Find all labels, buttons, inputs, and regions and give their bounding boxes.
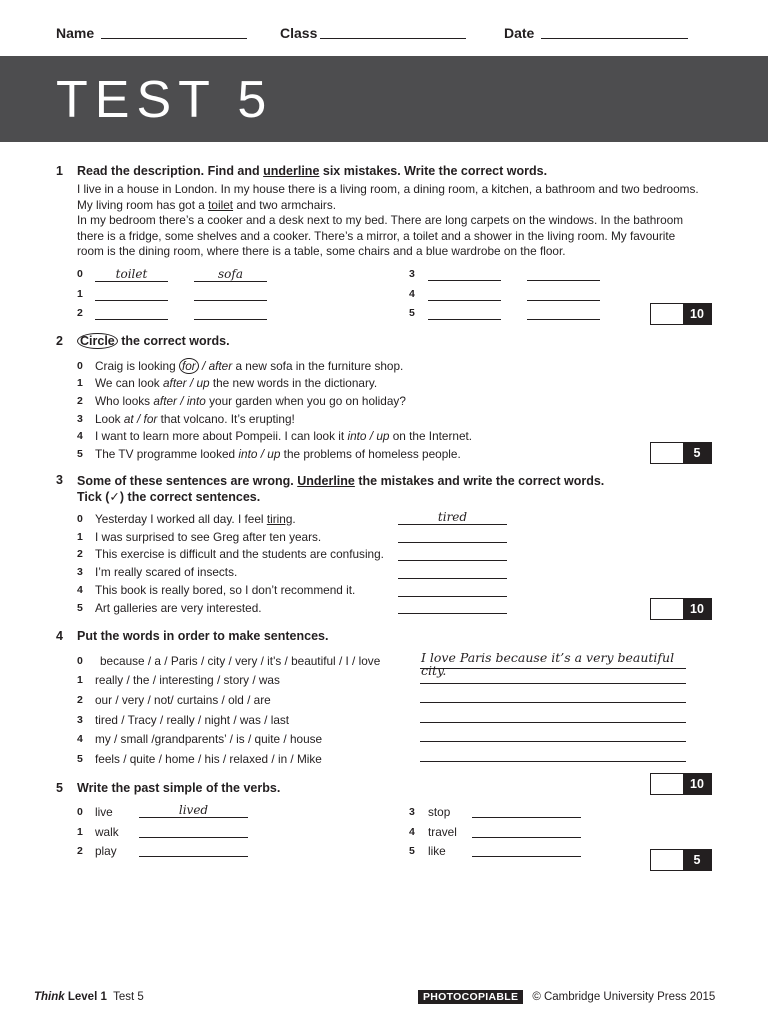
score-total: 5: [683, 443, 711, 463]
list-item: [77, 445, 472, 463]
item-number: 2: [77, 693, 83, 706]
q3-number: 3: [56, 473, 63, 487]
q2-score-box: [650, 442, 712, 464]
q3-instruction: [77, 473, 604, 505]
item-part: Craig is looking: [95, 358, 179, 373]
list-item: [77, 510, 384, 528]
q3-answer-field[interactable]: [398, 565, 507, 579]
option[interactable]: after: [153, 393, 177, 408]
item-number: 3: [77, 412, 83, 425]
item-text: This book is really bored, so I don’t recommend it.: [95, 583, 356, 598]
item-number: 1: [77, 826, 83, 838]
item-text: This exercise is difficult and the students are confusing.: [95, 547, 384, 562]
list-item: [77, 528, 384, 546]
option[interactable]: for: [143, 411, 158, 426]
item-text: [95, 412, 295, 426]
q1-number: 1: [56, 164, 63, 178]
item-text: my / small /grandparents’ / is / quite / house: [95, 732, 323, 747]
q5-answer-field[interactable]: [472, 804, 581, 818]
q1-answer-field[interactable]: [194, 287, 267, 301]
item-part: on the Internet.: [389, 429, 473, 444]
q1-line: I live in a house in London. In my house there is a living room, a dining room, a kitchen, a bathroom and two bedrooms.: [77, 182, 699, 196]
list-item: [77, 563, 384, 581]
q1-instruction-part: six mistakes. Write the correct words.: [319, 164, 548, 178]
q4-answer-field[interactable]: [420, 728, 686, 742]
item-underline: tiring: [266, 511, 293, 526]
q4-answer-field[interactable]: [420, 689, 686, 703]
q1-answer-field[interactable]: [527, 267, 600, 281]
score-total: 10: [683, 304, 711, 324]
score-input[interactable]: [651, 774, 683, 794]
q1-answer-field[interactable]: [95, 287, 168, 301]
date-label: Date: [504, 25, 535, 41]
q5-answer-field[interactable]: [472, 824, 581, 838]
q1-answer-field[interactable]: [95, 306, 168, 320]
item-text: Art galleries are very interested.: [95, 600, 262, 615]
score-total: 10: [683, 774, 711, 794]
q1-answer-field[interactable]: [194, 306, 267, 320]
option-sep: /: [198, 358, 209, 373]
option-sep: /: [186, 376, 197, 391]
item-number: 3: [409, 806, 415, 818]
q1-answer-field[interactable]: [428, 267, 501, 281]
item-text: [95, 376, 377, 390]
item-part: the problems of homeless people.: [280, 446, 461, 461]
score-input[interactable]: [651, 304, 683, 324]
footer-test: Test 5: [113, 991, 144, 1003]
q3-instruction-line: [77, 473, 604, 489]
q1-line-part: and two armchairs.: [233, 197, 336, 212]
item-text: [95, 512, 296, 526]
item-number: 5: [77, 752, 83, 765]
q1-answer-num: 5: [409, 307, 415, 319]
verb-text: play: [95, 844, 117, 858]
q4-answer-field[interactable]: [420, 748, 686, 762]
item-text: I’m really scared of insects.: [95, 565, 238, 580]
option-sep: /: [133, 411, 144, 426]
item-number: 4: [77, 430, 83, 443]
item-number: 1: [77, 377, 83, 390]
list-item: [77, 599, 384, 617]
q1-answer-field[interactable]: [527, 306, 600, 320]
item-part: the new words in the dictionary.: [209, 376, 378, 391]
option[interactable]: after: [208, 358, 233, 373]
verb-text: walk: [95, 825, 119, 839]
q1-answer-num: 4: [409, 288, 415, 300]
q1-answer-field[interactable]: [527, 287, 600, 301]
item-number: 0: [77, 654, 83, 667]
q3-score-box: [650, 598, 712, 620]
item-number: 5: [77, 447, 83, 460]
item-text: [95, 429, 472, 443]
item-number: 5: [409, 845, 415, 857]
list-item: [77, 671, 380, 691]
q1-answer-field[interactable]: sofa: [194, 268, 267, 282]
q4-list: [77, 651, 380, 769]
q5-instruction: Write the past simple of the verbs.: [77, 781, 281, 795]
q3-list: [77, 510, 384, 617]
item-text: our / very / not/ curtains / old / are: [95, 692, 271, 707]
q4-answer-field[interactable]: [420, 670, 686, 684]
date-field[interactable]: [541, 25, 688, 39]
q1-line-part: My living room has got a: [77, 197, 209, 212]
list-item: [77, 749, 380, 769]
item-number: 1: [77, 530, 83, 543]
verb-text: live: [95, 805, 113, 819]
name-field[interactable]: [101, 25, 247, 39]
q2-number: 2: [56, 334, 63, 348]
q3-instruction-part: the mistakes and write the correct words.: [354, 474, 605, 488]
footer-book-title: Think: [34, 991, 65, 1003]
item-number: 3: [77, 713, 83, 726]
q1-score-box: [650, 303, 712, 325]
list-item: [77, 581, 384, 599]
item-number: 1: [77, 674, 83, 687]
option[interactable]: up: [196, 376, 210, 391]
q3-answer-field[interactable]: [398, 583, 507, 597]
q3-answer-field[interactable]: tired: [398, 511, 507, 525]
item-number: 2: [77, 845, 83, 857]
item-part: The TV programme looked: [95, 446, 239, 461]
class-field[interactable]: [320, 25, 466, 39]
list-item: [77, 710, 380, 730]
item-number: 2: [77, 394, 83, 407]
list-item: [77, 392, 472, 410]
item-part: Who looks: [95, 393, 154, 408]
class-label: Class: [280, 25, 318, 41]
score-total: 5: [683, 850, 711, 870]
item-number: 4: [77, 584, 83, 597]
item-text: tired / Tracy / really / night / was / last: [95, 712, 290, 727]
q3-answer-field[interactable]: [398, 529, 507, 543]
footer-book: [34, 991, 144, 1003]
option[interactable]: into: [347, 429, 367, 444]
q1-line-underline: toilet: [208, 197, 234, 212]
verb-text: stop: [428, 805, 451, 819]
item-text: [95, 394, 406, 408]
score-input[interactable]: [651, 599, 683, 619]
item-text: feels / quite / home / his / relaxed / in / Mike: [95, 751, 322, 766]
item-part: We can look: [95, 376, 163, 391]
item-part: your garden when you go on holiday?: [205, 393, 406, 408]
item-text: because / a / Paris / city / very / it's / beautiful / I / love: [100, 653, 381, 668]
item-number: 4: [409, 826, 415, 838]
q1-line: room is the dining room, where there is a table, some chairs and a blue wardrobe on the floor.: [77, 244, 566, 258]
item-number: 0: [77, 359, 83, 372]
q1-answer-num: 0: [77, 268, 83, 280]
verb-text: travel: [428, 825, 457, 839]
item-number: 3: [77, 566, 83, 579]
item-part: I want to learn more about Pompeii. I can look it: [95, 429, 348, 444]
q2-instruction: [77, 334, 230, 348]
q1-answer-field[interactable]: [428, 287, 501, 301]
q5-answer-field[interactable]: [139, 824, 248, 838]
q1-answer-num: 3: [409, 268, 415, 280]
q4-answer-field[interactable]: I love Paris because it’s a very beautiful city.: [420, 651, 686, 669]
list-item: [77, 729, 380, 749]
option-sep: /: [366, 429, 377, 444]
option[interactable]: into: [186, 393, 206, 408]
list-item: [77, 546, 384, 564]
item-number: 0: [77, 806, 83, 818]
q4-answer-field[interactable]: [420, 709, 686, 723]
copyright-text: © Cambridge University Press 2015: [532, 991, 716, 1003]
footer-level: Level 1: [64, 991, 107, 1003]
q3-instruction-part: Some of these sentences are wrong.: [77, 474, 298, 488]
list-item: [77, 690, 380, 710]
q3-instruction-underline: Underline: [297, 474, 355, 488]
q4-score-box: [650, 773, 712, 795]
score-total: 10: [683, 599, 711, 619]
q4-instruction: Put the words in order to make sentences.: [77, 629, 329, 643]
q3-answer-field[interactable]: [398, 600, 507, 614]
q5-answer-field[interactable]: [472, 843, 581, 857]
option[interactable]: at: [123, 411, 134, 426]
photocopiable-badge: PHOTOCOPIABLE: [418, 990, 523, 1004]
item-text: really / the / interesting / story / was: [95, 673, 280, 688]
option[interactable]: up: [267, 446, 281, 461]
q1-answer-field[interactable]: [428, 306, 501, 320]
option-sep: /: [176, 393, 187, 408]
q1-instruction: [77, 164, 547, 178]
item-part: Yesterday I worked all day. I feel: [95, 511, 267, 526]
q5-answer-field[interactable]: lived: [139, 804, 248, 818]
q1-line: there is a fridge, some shelves and a cooker. There’s a mirror, a toilet and a shower in the living room. My favourite: [77, 228, 676, 243]
item-number: 2: [77, 548, 83, 561]
name-label: Name: [56, 25, 95, 41]
option[interactable]: after: [162, 376, 187, 391]
q2-instruction-part: the correct words.: [117, 334, 230, 348]
q2-instruction-circled: Circle: [77, 333, 118, 349]
item-text: [95, 447, 461, 461]
q1-line: In my bedroom there’s a cooker and a desk next to my bed. There are long carpets on the windows. In the bathroom: [77, 213, 684, 227]
verb-text: like: [428, 844, 446, 858]
item-number: 4: [77, 733, 83, 746]
list-item: [77, 375, 472, 393]
footer-copyright: [418, 990, 715, 1004]
list-item: [77, 427, 472, 445]
q1-instruction-part: Read the description. Find and: [77, 164, 264, 178]
item-text: [95, 359, 403, 373]
item-part: a new sofa in the furniture shop.: [232, 358, 404, 373]
list-item: [77, 357, 472, 375]
q1-answer-num: 1: [77, 288, 83, 300]
item-part: Look: [95, 411, 124, 426]
q2-list: [77, 357, 472, 463]
option-circled[interactable]: for: [179, 358, 199, 374]
q1-answer-field[interactable]: toilet: [95, 268, 168, 282]
q4-number: 4: [56, 629, 63, 643]
score-input[interactable]: [651, 443, 683, 463]
q5-answer-field[interactable]: [139, 843, 248, 857]
list-item: [77, 410, 472, 428]
item-number: 0: [77, 512, 83, 525]
q3-answer-field[interactable]: [398, 547, 507, 561]
q5-number: 5: [56, 781, 63, 795]
list-item: [77, 651, 380, 671]
q1-description: [77, 182, 737, 260]
score-input[interactable]: [651, 850, 683, 870]
item-part: that volcano. It’s erupting!: [157, 411, 295, 426]
page-title: TEST 5: [56, 71, 274, 129]
q5-score-box: [650, 849, 712, 871]
item-part: .: [292, 511, 296, 526]
option-sep: /: [257, 446, 268, 461]
q1-instruction-underline: underline: [263, 164, 320, 178]
q1-answer-num: 2: [77, 307, 83, 319]
q1-line: [77, 198, 737, 214]
option[interactable]: into: [238, 446, 258, 461]
item-text: I was surprised to see Greg after ten years.: [95, 529, 322, 544]
q3-instruction-line: Tick (✓) the correct sentences.: [77, 490, 261, 504]
option[interactable]: up: [376, 429, 390, 444]
item-number: 5: [77, 601, 83, 614]
